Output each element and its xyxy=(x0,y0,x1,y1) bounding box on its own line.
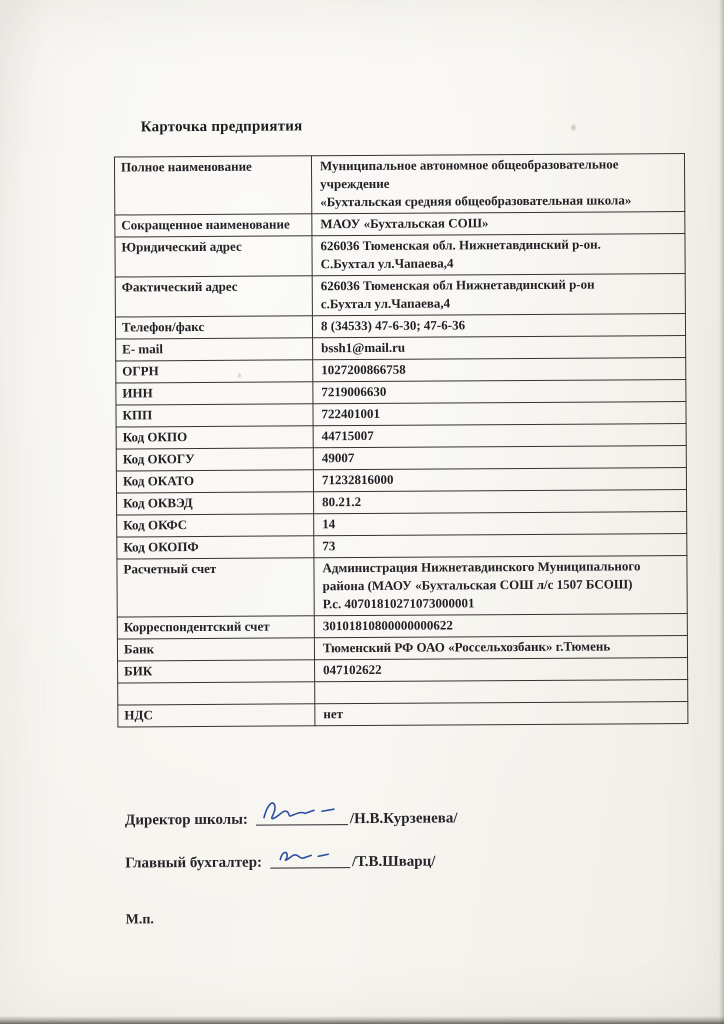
page-title: Карточка предприятия xyxy=(140,118,303,136)
row-label: Код ОКФС xyxy=(117,514,314,537)
row-label: Банк xyxy=(117,638,314,661)
director-signature-icon xyxy=(256,796,348,825)
scan-edge xyxy=(719,0,724,1024)
table-row xyxy=(118,702,688,727)
row-label: КПП xyxy=(116,404,313,427)
accountant-label: Главный бухгалтер: xyxy=(125,854,263,872)
row-label: БИК xyxy=(118,660,315,683)
row-value: 14 xyxy=(314,512,687,536)
row-label: Корреспондентский счет xyxy=(117,616,314,639)
row-label: ОГРН xyxy=(116,360,313,383)
row-value: Администрация Нижнетавдинского Муниципального района (МАОУ «Бухтальская СОШ л/с 1507 БСОШ) Р.с. 40701810271073000001 xyxy=(314,556,687,616)
row-value: нет xyxy=(315,702,688,726)
row-value: МАОУ «Бухтальская СОШ» xyxy=(312,212,685,236)
director-name: /Н.В.Курзенева/ xyxy=(349,810,458,828)
row-value: 80.21.2 xyxy=(314,490,687,514)
signature-block xyxy=(125,794,724,929)
row-value: 73 xyxy=(314,534,687,558)
row-label: НДС xyxy=(118,704,315,727)
row-value xyxy=(315,680,688,704)
row-label: E- mail xyxy=(116,338,313,361)
row-label: Код ОКВЭД xyxy=(117,492,314,515)
row-label xyxy=(118,682,315,705)
table-row xyxy=(114,154,684,215)
row-label: Код ОКАТО xyxy=(116,470,313,493)
scan-edge xyxy=(0,1016,724,1024)
director-signature-line xyxy=(256,796,348,826)
row-value: 047102622 xyxy=(315,658,688,682)
row-label: Сокращенное наименование xyxy=(115,214,312,237)
row-label: Код ОКОПФ xyxy=(117,536,314,559)
row-value: 44715007 xyxy=(313,424,686,448)
row-label: Телефон/факс xyxy=(115,316,312,339)
row-value: bssh1@mail.ru xyxy=(313,336,686,360)
table-row xyxy=(117,556,687,617)
accountant-signature-icon xyxy=(270,843,350,867)
row-label: Расчетный счет xyxy=(117,558,314,617)
row-value: 30101810800000000622 xyxy=(314,614,687,638)
row-value: 71232816000 xyxy=(313,468,686,492)
company-card-table xyxy=(114,153,688,727)
accountant-signature-line xyxy=(270,843,350,868)
accountant-name: /Т.В.Шварц/ xyxy=(351,853,436,871)
row-value: 8 (34533) 47-6-30; 47-6-36 xyxy=(312,314,685,338)
row-label: Код ОКОГУ xyxy=(116,448,313,471)
director-label: Директор школы: xyxy=(124,811,248,829)
row-value: 722401001 xyxy=(313,402,686,426)
row-label: ИНН xyxy=(116,382,313,405)
row-value: 49007 xyxy=(313,446,686,470)
row-label: Юридический адрес xyxy=(115,236,312,277)
table-row xyxy=(115,274,685,317)
row-label: Полное наименование xyxy=(114,156,311,215)
row-value: 626036 Тюменская обл Нижнетавдинский р-он с.Бухтал ул.Чапаева,4 xyxy=(312,274,685,316)
row-label: Фактический адрес xyxy=(115,276,312,317)
company-table-body xyxy=(114,154,687,727)
row-value: Тюменский РФ ОАО «Россельхозбанк» г.Тюмень xyxy=(314,636,687,660)
row-value: 626036 Тюменская обл. Нижнетавдинский р-он. С.Бухтал ул.Чапаева,4 xyxy=(312,234,685,276)
row-label: Код ОКПО xyxy=(116,426,313,449)
row-value: 7219006630 xyxy=(313,380,686,404)
row-value: Муниципальное автономное общеобразовательное учреждение «Бухтальская средняя общеобразовательная школа» xyxy=(311,154,684,214)
row-value: 1027200866758 xyxy=(313,358,686,382)
stamp-mark: М.п. xyxy=(125,912,154,928)
table-row xyxy=(115,234,685,277)
director-signature-row xyxy=(125,794,724,830)
accountant-signature-row xyxy=(125,841,724,873)
